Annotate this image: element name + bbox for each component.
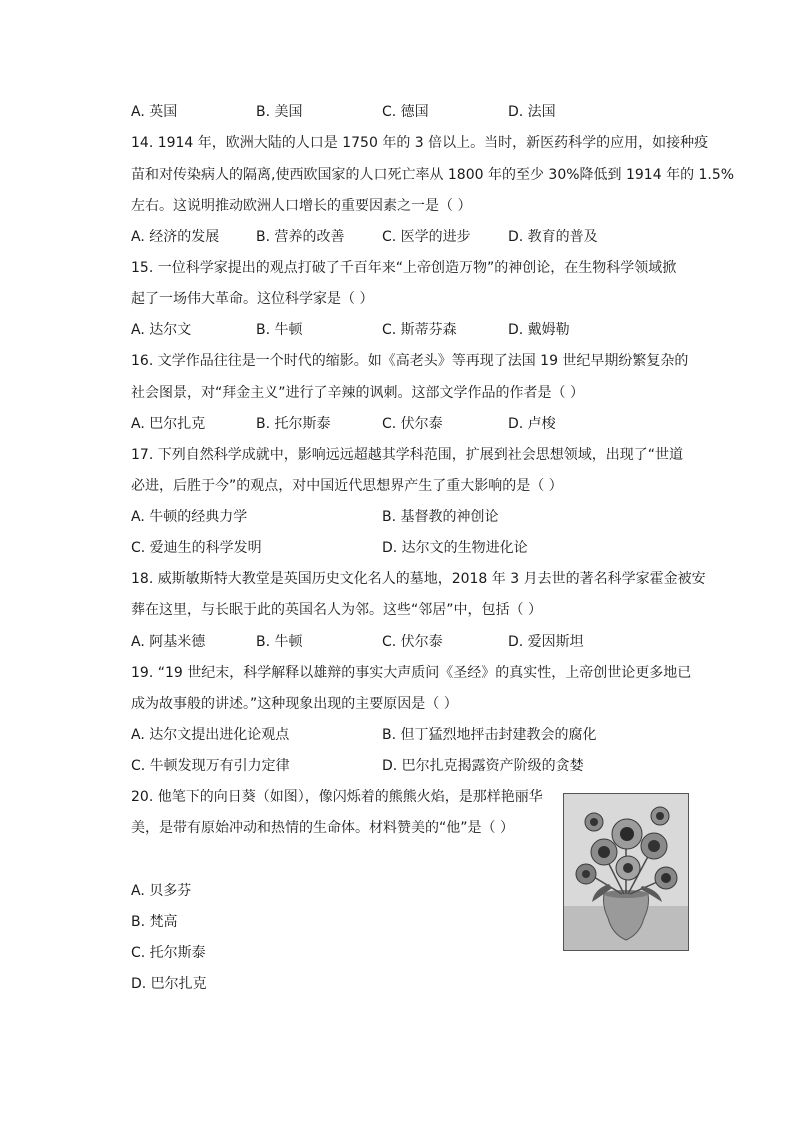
q17-option-d[interactable]: D. 达尔文的生物进化论 [382, 540, 528, 556]
q19-stem-line-1: 19. “19 世纪末，科学解释以雄辩的事实大声质问《圣经》的真实性，上帝创世论更多地已 [131, 665, 692, 681]
q15-stem-line-2: 起了一场伟大革命。这位科学家是（ ） [131, 291, 374, 307]
q19-option-c[interactable]: C. 牛顿发现万有引力定律 [131, 758, 290, 774]
q13-option-d[interactable]: D. 法国 [508, 104, 556, 120]
q20-stem-line-1: 20. 他笔下的向日葵（如图），像闪烁着的熊熊火焰，是那样艳丽华 [131, 789, 543, 805]
q19-stem-line-2: 成为故事般的讲述。”这种现象出现的主要原因是（ ） [131, 696, 458, 712]
q16-option-c[interactable]: C. 伏尔泰 [382, 416, 443, 432]
q18-stem-line-1: 18. 威斯敏斯特大教堂是英国历史文化名人的墓地，2018 年 3 月去世的著名科学家霍金被安 [131, 571, 706, 587]
q18-option-d[interactable]: D. 爱因斯坦 [508, 634, 584, 650]
q16-option-b[interactable]: B. 托尔斯泰 [256, 416, 331, 432]
q13-option-c[interactable]: C. 德国 [382, 104, 429, 120]
q18-option-b[interactable]: B. 牛顿 [256, 634, 303, 650]
sunflower-heads [576, 807, 677, 889]
q15-option-d[interactable]: D. 戴姆勒 [508, 322, 570, 338]
q14-option-d[interactable]: D. 教育的普及 [508, 229, 598, 245]
q16-stem-line-2: 社会图景，对“拜金主义”进行了辛辣的讽刺。这部文学作品的作者是（ ） [131, 385, 584, 401]
q14-stem-line-1: 14. 1914 年，欧洲大陆的人口是 1750 年的 3 倍以上。当时，新医药科学的应用，如接种疫 [131, 135, 709, 151]
q20-stem-line-2: 美，是带有原始冲动和热情的生命体。材料赞美的“他”是（ ） [131, 820, 514, 836]
q17-option-a[interactable]: A. 牛顿的经典力学 [131, 509, 248, 525]
q14-option-a[interactable]: A. 经济的发展 [131, 229, 220, 245]
q14-stem-line-2: 苗和对传染病人的隔离,使西欧国家的人口死亡率从 1800 年的至少 30%降低到 1914 年的 1.5% [131, 167, 735, 183]
q16-option-d[interactable]: D. 卢梭 [508, 416, 556, 432]
q20-option-d[interactable]: D. 巴尔扎克 [131, 976, 207, 992]
q19-option-d[interactable]: D. 巴尔扎克揭露资产阶级的贪婪 [382, 758, 584, 774]
q14-option-b[interactable]: B. 营养的改善 [256, 229, 345, 245]
q19-option-a[interactable]: A. 达尔文提出进化论观点 [131, 727, 290, 743]
q15-option-b[interactable]: B. 牛顿 [256, 322, 303, 338]
sunflowers-drawing [564, 794, 688, 950]
q20-option-c[interactable]: C. 托尔斯泰 [131, 945, 206, 961]
q17-stem-line-2: 必进，后胜于今”的观点，对中国近代思想界产生了重大影响的是（ ） [131, 478, 563, 494]
q16-stem-line-1: 16. 文学作品往往是一个时代的缩影。如《高老头》等再现了法国 19 世纪早期纷繁复杂的 [131, 353, 689, 369]
q19-option-b[interactable]: B. 但丁猛烈地抨击封建教会的腐化 [382, 727, 597, 743]
q14-stem-line-3: 左右。这说明推动欧洲人口增长的重要因素之一是（ ） [131, 198, 472, 214]
q18-option-a[interactable]: A. 阿基米德 [131, 634, 206, 650]
q18-stem-line-2: 葬在这里，与长眠于此的英国名人为邻。这些“邻居”中，包括（ ） [131, 602, 542, 618]
q17-option-b[interactable]: B. 基督教的神创论 [382, 509, 499, 525]
q14-option-c[interactable]: C. 医学的进步 [382, 229, 471, 245]
q15-option-a[interactable]: A. 达尔文 [131, 322, 192, 338]
q17-stem-line-1: 17. 下列自然科学成就中，影响远远超越其学科范围，扩展到社会思想领域，出现了“世道 [131, 447, 683, 463]
q18-option-c[interactable]: C. 伏尔泰 [382, 634, 443, 650]
q17-option-c[interactable]: C. 爱迪生的科学发明 [131, 540, 262, 556]
q16-option-a[interactable]: A. 巴尔扎克 [131, 416, 206, 432]
q15-stem-line-1: 15. 一位科学家提出的观点打破了千百年来“上帝创造万物”的神创论，在生物科学领域掀 [131, 260, 677, 276]
q13-option-b[interactable]: B. 美国 [256, 104, 303, 120]
q20-option-b[interactable]: B. 梵高 [131, 914, 178, 930]
q13-option-a[interactable]: A. 英国 [131, 104, 178, 120]
sunflowers-painting-image [563, 793, 689, 951]
q15-option-c[interactable]: C. 斯蒂芬森 [382, 322, 457, 338]
q20-option-a[interactable]: A. 贝多芬 [131, 883, 192, 899]
